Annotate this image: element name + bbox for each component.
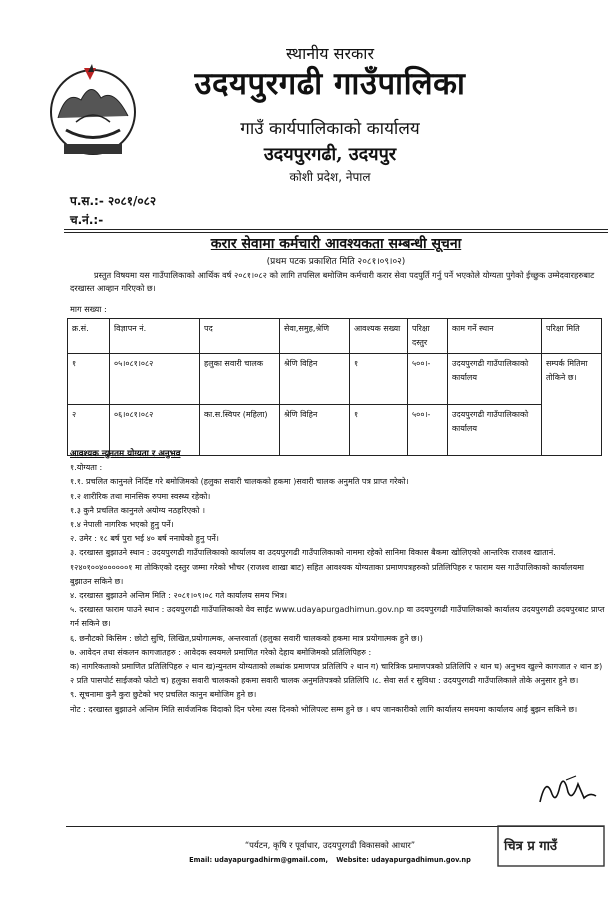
letter-number: प.स.:- २०८१/०८२ [70, 194, 157, 208]
table-cell: उदयपुरगढी गाउँपालिकाको कार्यालय [448, 405, 542, 456]
sub-office: गाउँ कार्यपालिकाको कार्यालय [240, 119, 420, 139]
qualification-line: ५. दरखास्त फाराम पाउने स्थान : उदयपुरगढी गाउँपालिकाको वेव साईट www.udayapurgadhimun.gov.np वा उदयपुरगढी गाउँपालिकाको कार्यालय उदयपुरगढी उदयपुरबाट प्राप्त गर्न सकिने छ। [70, 605, 605, 629]
stamp-text: चित्र प्र गाउँ [504, 839, 558, 854]
table-cell: ५००।- [408, 354, 448, 405]
qualifications-heading: आवश्यक न्युनतम योग्यता र अनुभव [70, 449, 181, 459]
intro-paragraph: प्रस्तुत विषयमा यस गाउँपालिकाको आर्थिक वर्ष २०८१।०८२ को लागि तपसिल बमोजिम कर्मचारी करार सेवा पदपुर्ति गर्नु पर्ने भएकोले योग्यता पुगेको ईच्छुक उम्मेदवारहरुबाट दरखास्त आव्हान गरिएको छ। [70, 270, 595, 293]
vacancy-table [67, 318, 602, 456]
qualification-line: ६. छनौटको किसिम : छोटो सुचि, लिखित,प्रयोगात्मक, अन्तरवार्ता (हलुका सवारी चालकको हकमा मात्र प्रयोगात्मक हुने छ।) [70, 633, 423, 643]
qualification-line: ७. आवेदन तथा संकलन कागजातहरु : आवेदक स्वयमले प्रमाणित गरेको देहाय बमोजिमको प्रतिलिपिहरु : [70, 647, 372, 657]
nepal-emblem-icon [46, 60, 140, 160]
table-cell: श्रेणि विहिन [280, 354, 350, 405]
table-header: पद [200, 319, 280, 354]
table-cell: २ [68, 405, 110, 456]
qualification-line: २. उमेर : १८ बर्ष पुरा भई ४० बर्ष ननाघेको हुनु पर्ने। [70, 534, 219, 544]
divider [64, 229, 608, 230]
table-row [68, 354, 602, 405]
footer-contact [150, 856, 510, 864]
table-cell: उदयपुरगढी गाउँपालिकाको कार्यालय [448, 354, 542, 405]
table-header-row [68, 319, 602, 354]
qualification-line: ३. दरखास्त बुझाउने स्थान : उदयपुरगढी गाउँपालिकाको कार्यालय वा उदयपुरगढी गाउँपालिकाको नाममा रहेको सानिमा विकास बैकमा खोलिएको आन्तरिक राजश्व खातानं. १२४०१००४००००००१ मा तोकिएको दस्तुर जम्मा गरेको भौचर (राजश्व शाखा बाट) सहित आवश्यक योग्यताका प्रमाणपत्रहरुको प्रतिलिपिहरु र फाराम यस गाउँपालिकाको कार्यालयमा बुझाउन सकिने छ। [70, 548, 584, 586]
table-header: परिक्षा दस्तुर [408, 319, 448, 354]
office-place: उदयपुरगढी, उदयपुर [263, 144, 397, 165]
footer-website: Website: udayapurgadhimun.gov.np [336, 856, 471, 864]
office-stamp-icon [496, 820, 606, 870]
table-header: परिक्षा मिति [542, 319, 602, 354]
table-cell: श्रेणि विहिन [280, 405, 350, 456]
table-header: क्र.सं. [68, 319, 110, 354]
qualification-line: नोट : दरखास्त बुझाउने अन्तिम मिति सार्वजनिक विदाको दिन परेमा त्यस दिनको भोलिपल्ट सम्म हुने छ । थप जानकारीको लागि कार्यालय समयमा कार्यालय आई बुझन सकिने छ। [70, 704, 578, 714]
table-header: विज्ञापन नं. [110, 319, 200, 354]
qualification-line: १.३ कुनै प्रचलित कानुनले अयोग्य नठहरिएको । [70, 505, 205, 515]
signature-icon [536, 772, 600, 808]
table-cell: सम्पर्क मितिमा तोकिने छ। [542, 354, 602, 456]
qualification-line: क) नागरिकताको प्रमाणित प्रतिलिपिहरु २ थान ख)न्युनतम योग्यताको लब्धांक प्रमाणपत्र प्रतिलिपि २ थान ग) चारित्रिक प्रमाणपत्रको प्रतिलिपि २ थान घ) अनुभव खुल्ने कागजात २ थान ङ) २ प्रति पासपोर्ट साईजको फोटो च) हलुका सवारी चालकको हकमा सवारी चालक अनुमतिपत्रको प्रतिलिपि ।८. सेवा सर्त र सुविधा : उदयपुरगढी गाउँपालिकाले तोके अनुसार हुने छ। [70, 662, 603, 686]
qualification-line: ९. सूचनामा कुनै कुरा छुटेको भए प्रचलित कानुन बमोजिम हुने छ। [70, 690, 257, 700]
table-cell: ५००।- [408, 405, 448, 456]
table-cell: १ [68, 354, 110, 405]
table-cell: १ [350, 405, 408, 456]
table-cell: १ [350, 354, 408, 405]
table-cell: ०६।०८१।०८२ [110, 405, 200, 456]
notice-title: करार सेवामा कर्मचारी आवश्यकता सम्बन्धी सूचना [210, 236, 462, 252]
dispatch-number: च.नं.:- [70, 213, 104, 227]
table-header: आवश्यक सख्या [350, 319, 408, 354]
table-cell: का.स.स्विपर (महिला) [200, 405, 280, 456]
office-name: उदयपुरगढी गाउँपालिका [194, 66, 466, 102]
demand-label: माग सख्या : [70, 304, 107, 314]
table-header: सेवा,समुह,श्रेणि [280, 319, 350, 354]
office-province: कोशी प्रदेश, नेपाल [289, 170, 371, 184]
qualification-line: ४. दरखास्त बुझाउने अन्तिम मिति : २०८१।०९।०८ गते कार्यालय समय भित्र। [70, 591, 288, 601]
qualification-line: १.४ नेपाली नागरिक भएको हुनु पर्ने। [70, 520, 174, 530]
qualification-line: १.२ शारीरिक तथा मानसिक रुपमा स्वस्थ्य रहेको। [70, 491, 211, 501]
divider [64, 232, 608, 233]
qualification-line: १.१. प्रचलित कानुनले निर्दिष्ट गरे बमोजिमको (हलुका सवारी चालकको हकमा )सवारी चालक अनुमति पत्र प्राप्त गरेको। [70, 477, 409, 487]
gov-line: स्थानीय सरकार [286, 44, 374, 63]
notice-subtitle: (प्रथम पटक प्रकाशित मिति २०८१।०९।०२) [266, 257, 406, 267]
footer-email: Email: udayapurgadhirm@gmail.com, [189, 856, 328, 864]
qualifications-section [70, 447, 606, 717]
table-cell: ०५।०८१।०८२ [110, 354, 200, 405]
table-header: काम गर्ने स्थान [448, 319, 542, 354]
qualification-line: १.योग्यता : [70, 463, 103, 473]
table-cell: हलुका सवारी चालक [200, 354, 280, 405]
footer-slogan: “पर्यटन, कृषि र पूर्वाधार, उदयपुरगढी विकासको आधार” [244, 840, 416, 850]
